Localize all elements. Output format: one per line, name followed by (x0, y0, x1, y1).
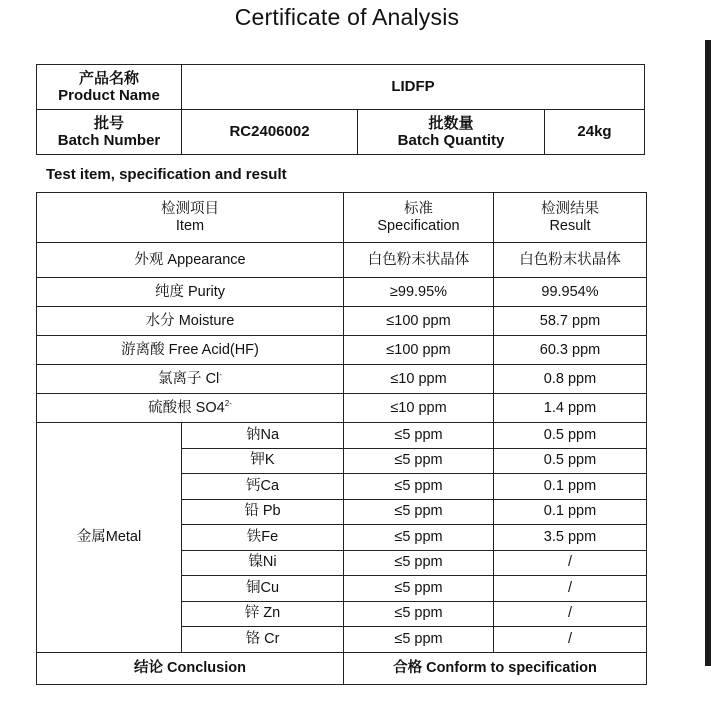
test-results-table (36, 192, 647, 685)
metal-result: 0.1 ppm (494, 474, 647, 500)
product-name-row (37, 65, 645, 110)
row-item: 纯度 Purity (37, 278, 344, 307)
metal-name: 钠Na (182, 423, 344, 449)
metal-name: 铬 Cr (182, 627, 344, 653)
metal-result: / (494, 601, 647, 627)
metal-name: 钙Ca (182, 474, 344, 500)
row-item: 氯离子 Cl (158, 370, 220, 387)
metal-result: 3.5 ppm (494, 525, 647, 551)
metal-spec: ≤5 ppm (344, 525, 494, 551)
product-name-label-cn: 产品名称 (78, 69, 139, 87)
product-name-value: LIDFP (182, 65, 645, 110)
row-item-cell (37, 365, 344, 394)
batch-number-label (37, 110, 182, 155)
scrollbar[interactable] (705, 40, 711, 666)
row-item-superscript: 2- (224, 398, 232, 408)
metal-label: 金属Metal (37, 423, 182, 653)
spec-header-en: Specification (377, 217, 460, 234)
row-spec: 白色粉末状晶体 (344, 243, 494, 278)
metal-result: / (494, 627, 647, 653)
metal-result: 0.5 ppm (494, 448, 647, 474)
metal-spec: ≤5 ppm (344, 627, 494, 653)
batch-quantity-value: 24kg (545, 110, 645, 155)
metal-spec: ≤5 ppm (344, 423, 494, 449)
batch-row (37, 110, 645, 155)
item-header (37, 193, 344, 243)
row-result: 白色粉末状晶体 (494, 243, 647, 278)
table-row (37, 278, 647, 307)
item-header-en: Item (175, 217, 205, 234)
metal-result: / (494, 576, 647, 602)
item-header-cn: 检测项目 (161, 200, 219, 217)
table-row (37, 394, 647, 423)
metal-name: 铅 Pb (182, 499, 344, 525)
table-row (37, 365, 647, 394)
table-row (37, 243, 647, 278)
metal-result: 0.1 ppm (494, 499, 647, 525)
batch-quantity-label-en: Batch Quantity (397, 132, 505, 149)
product-name-label-en: Product Name (58, 87, 160, 104)
table-row (37, 307, 647, 336)
metal-spec: ≤5 ppm (344, 576, 494, 602)
row-item: 硫酸根 SO4 (148, 399, 225, 416)
batch-quantity-label-cn: 批数量 (428, 114, 474, 132)
metal-name: 钾K (182, 448, 344, 474)
metal-spec: ≤5 ppm (344, 474, 494, 500)
metal-spec: ≤5 ppm (344, 550, 494, 576)
metal-spec: ≤5 ppm (344, 448, 494, 474)
table-header-row (37, 193, 647, 243)
result-header-cn: 检测结果 (541, 200, 599, 217)
row-item: 外观 Appearance (37, 243, 344, 278)
metal-spec: ≤5 ppm (344, 499, 494, 525)
product-info-table (36, 64, 645, 155)
document-title: Certificate of Analysis (234, 4, 460, 30)
batch-quantity-label (358, 110, 545, 155)
result-header-en: Result (549, 217, 591, 234)
batch-number-label-cn: 批号 (93, 114, 124, 132)
metal-result: / (494, 550, 647, 576)
row-result: 60.3 ppm (494, 336, 647, 365)
row-spec: ≤100 ppm (344, 307, 494, 336)
batch-number-value: RC2406002 (182, 110, 358, 155)
row-result: 0.8 ppm (494, 365, 647, 394)
section-title: Test item, specification and result (46, 166, 287, 183)
spec-header (344, 193, 494, 243)
metal-name: 镍Ni (182, 550, 344, 576)
metal-spec: ≤5 ppm (344, 601, 494, 627)
metal-name: 锌 Zn (182, 601, 344, 627)
row-item-superscript: - (219, 369, 222, 379)
row-result: 58.7 ppm (494, 307, 647, 336)
row-spec: ≤100 ppm (344, 336, 494, 365)
row-item-cell (37, 394, 344, 423)
metal-row (37, 423, 647, 449)
row-result: 1.4 ppm (494, 394, 647, 423)
batch-number-label-en: Batch Number (57, 132, 161, 149)
metal-result: 0.5 ppm (494, 423, 647, 449)
row-spec: ≥99.95% (344, 278, 494, 307)
conclusion-label: 结论 Conclusion (37, 652, 344, 684)
result-header (494, 193, 647, 243)
row-spec: ≤10 ppm (344, 394, 494, 423)
row-spec: ≤10 ppm (344, 365, 494, 394)
conclusion-value: 合格 Conform to specification (344, 652, 647, 684)
metal-name: 铁Fe (182, 525, 344, 551)
metal-name: 铜Cu (182, 576, 344, 602)
row-item: 水分 Moisture (37, 307, 344, 336)
table-row (37, 336, 647, 365)
row-item: 游离酸 Free Acid(HF) (37, 336, 344, 365)
spec-header-cn: 标准 (404, 200, 433, 217)
row-result: 99.954% (494, 278, 647, 307)
product-name-label (37, 65, 182, 110)
conclusion-row (37, 652, 647, 684)
